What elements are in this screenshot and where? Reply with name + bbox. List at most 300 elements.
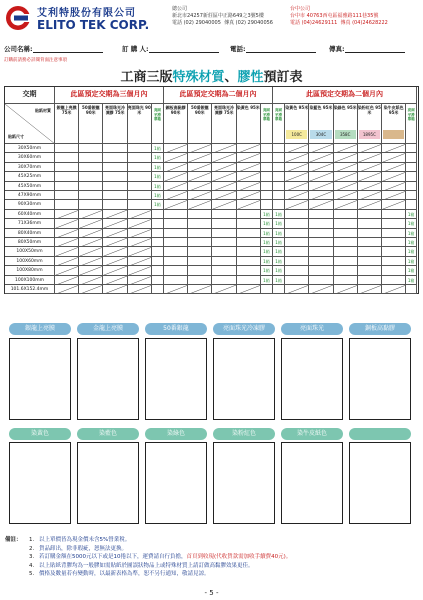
table-cell[interactable]: [261, 182, 273, 191]
table-cell[interactable]: [358, 276, 382, 285]
orderer-field[interactable]: [122, 44, 219, 53]
table-cell[interactable]: [188, 153, 212, 162]
table-cell[interactable]: [358, 257, 382, 266]
sample-box[interactable]: [9, 338, 71, 420]
table-cell[interactable]: [164, 285, 188, 294]
table-cell[interactable]: [237, 172, 261, 181]
table-cell[interactable]: [382, 200, 406, 209]
table-cell[interactable]: [128, 247, 152, 256]
table-cell[interactable]: [237, 257, 261, 266]
table-cell[interactable]: [358, 191, 382, 200]
table-cell[interactable]: [309, 238, 333, 247]
table-cell[interactable]: [334, 247, 358, 256]
table-cell[interactable]: [79, 257, 103, 266]
table-cell[interactable]: [309, 266, 333, 275]
table-cell[interactable]: 1箱: [406, 229, 417, 238]
hatch: [358, 172, 382, 181]
title-part-2: 特殊材質: [172, 70, 225, 85]
table-cell[interactable]: [164, 266, 188, 275]
table-cell[interactable]: [309, 144, 333, 153]
phone-field[interactable]: [230, 44, 316, 53]
table-cell[interactable]: [55, 182, 79, 191]
table-cell[interactable]: [164, 276, 188, 285]
table-cell[interactable]: 1箱: [406, 238, 417, 247]
table-cell[interactable]: [382, 163, 406, 172]
table-cell[interactable]: [212, 163, 236, 172]
table-cell[interactable]: [188, 266, 212, 275]
table-cell[interactable]: [309, 191, 333, 200]
table-cell[interactable]: [79, 200, 103, 209]
table-cell[interactable]: [128, 219, 152, 228]
table-cell[interactable]: [79, 144, 103, 153]
table-cell[interactable]: [79, 182, 103, 191]
table-cell[interactable]: 1箱: [273, 238, 285, 247]
table-cell[interactable]: [152, 210, 164, 219]
table-cell[interactable]: [237, 238, 261, 247]
table-cell[interactable]: [152, 285, 164, 294]
table-cell[interactable]: [273, 144, 285, 153]
table-cell[interactable]: [55, 210, 79, 219]
hatch: [382, 182, 406, 191]
table-cell[interactable]: [212, 153, 236, 162]
table-cell[interactable]: [152, 229, 164, 238]
table-cell[interactable]: [261, 163, 273, 172]
table-cell[interactable]: [79, 229, 103, 238]
table-cell[interactable]: [237, 285, 261, 294]
table-cell[interactable]: [188, 247, 212, 256]
table-cell[interactable]: 1箱: [406, 219, 417, 228]
table-cell[interactable]: [382, 210, 406, 219]
table-cell[interactable]: [334, 276, 358, 285]
table-cell[interactable]: [103, 144, 127, 153]
table-cell[interactable]: [128, 238, 152, 247]
hatch: [358, 144, 382, 153]
table-cell[interactable]: 1箱: [273, 229, 285, 238]
table-cell[interactable]: [309, 182, 333, 191]
table-cell[interactable]: [261, 153, 273, 162]
table-cell[interactable]: [103, 285, 127, 294]
table-cell[interactable]: [188, 229, 212, 238]
table-cell[interactable]: [128, 191, 152, 200]
table-cell[interactable]: [79, 285, 103, 294]
table-cell[interactable]: 1箱: [273, 210, 285, 219]
table-cell[interactable]: [334, 285, 358, 294]
table-cell[interactable]: [103, 229, 127, 238]
column-label: 50番銀龍 90米: [191, 105, 209, 115]
table-cell[interactable]: [358, 182, 382, 191]
table-cell[interactable]: [334, 238, 358, 247]
size-cell: 30X60mm: [5, 153, 55, 162]
sample-box[interactable]: [145, 338, 207, 420]
table-cell[interactable]: [128, 257, 152, 266]
table-cell[interactable]: [55, 144, 79, 153]
table-cell[interactable]: [164, 200, 188, 209]
table-cell[interactable]: [382, 247, 406, 256]
table-cell[interactable]: [55, 247, 79, 256]
table-cell[interactable]: [212, 182, 236, 191]
table-cell[interactable]: [382, 257, 406, 266]
table-cell[interactable]: [188, 257, 212, 266]
table-cell[interactable]: [358, 238, 382, 247]
table-cell[interactable]: [164, 210, 188, 219]
table-cell[interactable]: [309, 172, 333, 181]
table-cell[interactable]: [285, 257, 309, 266]
table-cell[interactable]: [334, 153, 358, 162]
table-cell[interactable]: [212, 219, 236, 228]
table-cell[interactable]: [285, 172, 309, 181]
table-cell[interactable]: [237, 229, 261, 238]
table-cell[interactable]: [237, 191, 261, 200]
table-cell[interactable]: [285, 229, 309, 238]
table-cell[interactable]: [358, 266, 382, 275]
table-cell[interactable]: [103, 219, 127, 228]
table-cell[interactable]: [188, 200, 212, 209]
table-cell[interactable]: [334, 172, 358, 181]
table-cell[interactable]: [164, 238, 188, 247]
sample-box[interactable]: [9, 442, 71, 524]
table-cell[interactable]: [79, 276, 103, 285]
table-cell[interactable]: [152, 266, 164, 275]
table-cell[interactable]: [164, 144, 188, 153]
table-cell[interactable]: [406, 191, 417, 200]
sample-box[interactable]: [349, 442, 411, 524]
table-cell[interactable]: [309, 276, 333, 285]
table-cell[interactable]: 1箱: [273, 266, 285, 275]
table-cell[interactable]: [55, 257, 79, 266]
table-cell[interactable]: [55, 153, 79, 162]
table-cell[interactable]: [261, 285, 273, 294]
table-cell[interactable]: [285, 285, 309, 294]
table-cell[interactable]: [79, 153, 103, 162]
table-cell[interactable]: [103, 266, 127, 275]
table-cell[interactable]: [261, 200, 273, 209]
table-cell[interactable]: 1箱: [406, 266, 417, 275]
table-cell[interactable]: [212, 257, 236, 266]
table-cell[interactable]: [358, 153, 382, 162]
table-cell[interactable]: [55, 200, 79, 209]
table-cell[interactable]: [128, 182, 152, 191]
table-cell[interactable]: 1箱: [261, 276, 273, 285]
table-cell[interactable]: [164, 163, 188, 172]
table-cell[interactable]: [237, 153, 261, 162]
table-cell[interactable]: [103, 153, 127, 162]
table-cell[interactable]: [103, 182, 127, 191]
hatch: [237, 153, 261, 162]
table-cell[interactable]: [212, 266, 236, 275]
table-cell[interactable]: [334, 200, 358, 209]
table-cell[interactable]: [128, 285, 152, 294]
table-cell[interactable]: [285, 191, 309, 200]
table-cell[interactable]: 1箱: [273, 219, 285, 228]
table-cell[interactable]: 1箱: [261, 210, 273, 219]
table-cell[interactable]: [188, 172, 212, 181]
table-cell[interactable]: [79, 266, 103, 275]
table-cell[interactable]: [358, 229, 382, 238]
table-cell[interactable]: [334, 163, 358, 172]
sample-box[interactable]: [281, 442, 343, 524]
table-cell[interactable]: [237, 163, 261, 172]
fax-field[interactable]: [329, 44, 405, 53]
table-cell[interactable]: 1箱: [152, 191, 164, 200]
table-cell[interactable]: [128, 229, 152, 238]
table-cell[interactable]: [128, 266, 152, 275]
table-cell[interactable]: [212, 276, 236, 285]
table-cell[interactable]: [103, 247, 127, 256]
table-cell[interactable]: [237, 266, 261, 275]
table-cell[interactable]: [285, 153, 309, 162]
table-cell[interactable]: [164, 219, 188, 228]
table-cell[interactable]: 1箱: [152, 153, 164, 162]
table-cell[interactable]: [164, 229, 188, 238]
table-cell[interactable]: 1箱: [406, 210, 417, 219]
table-cell[interactable]: [79, 210, 103, 219]
table-cell[interactable]: [285, 144, 309, 153]
table-cell[interactable]: [152, 219, 164, 228]
table-cell[interactable]: [382, 219, 406, 228]
table-cell[interactable]: [237, 200, 261, 209]
table-cell[interactable]: [309, 219, 333, 228]
table-cell[interactable]: [128, 200, 152, 209]
table-cell[interactable]: [212, 285, 236, 294]
table-cell[interactable]: [237, 144, 261, 153]
table-cell[interactable]: [237, 219, 261, 228]
table-cell[interactable]: [382, 172, 406, 181]
table-cell[interactable]: [128, 153, 152, 162]
table-cell[interactable]: 1箱: [261, 257, 273, 266]
table-cell[interactable]: [273, 285, 285, 294]
table-cell[interactable]: 1箱: [406, 247, 417, 256]
table-cell[interactable]: [212, 172, 236, 181]
table-cell[interactable]: [55, 219, 79, 228]
table-cell[interactable]: [212, 247, 236, 256]
table-cell[interactable]: [152, 238, 164, 247]
table-cell[interactable]: [103, 163, 127, 172]
table-cell[interactable]: [55, 238, 79, 247]
table-cell[interactable]: [79, 191, 103, 200]
table-cell[interactable]: [285, 182, 309, 191]
note-text-main: 價格及數量若有變動時，以最新表格為準，恕不另行通知，敬請見諒。: [39, 571, 210, 577]
hatch: [128, 238, 152, 247]
table-cell[interactable]: 1箱: [152, 163, 164, 172]
table-cell[interactable]: [103, 172, 127, 181]
table-cell[interactable]: [188, 210, 212, 219]
table-cell[interactable]: [382, 276, 406, 285]
table-cell[interactable]: [55, 172, 79, 181]
table-cell[interactable]: [273, 200, 285, 209]
table-cell[interactable]: 1箱: [152, 144, 164, 153]
table-cell[interactable]: [55, 229, 79, 238]
table-cell[interactable]: [406, 163, 417, 172]
table-cell[interactable]: [79, 219, 103, 228]
table-cell[interactable]: [55, 276, 79, 285]
table-cell[interactable]: 1箱: [261, 266, 273, 275]
table-cell[interactable]: [55, 266, 79, 275]
table-cell[interactable]: [188, 276, 212, 285]
table-cell[interactable]: 1箱: [273, 257, 285, 266]
table-cell[interactable]: 1箱: [406, 257, 417, 266]
table-cell[interactable]: [309, 247, 333, 256]
table-cell[interactable]: [285, 200, 309, 209]
table-cell[interactable]: [382, 182, 406, 191]
table-cell[interactable]: [334, 210, 358, 219]
table-cell[interactable]: [152, 276, 164, 285]
table-cell[interactable]: [188, 219, 212, 228]
table-cell[interactable]: [261, 172, 273, 181]
table-cell[interactable]: [212, 191, 236, 200]
table-cell[interactable]: [358, 200, 382, 209]
table-cell[interactable]: 1箱: [261, 229, 273, 238]
table-cell[interactable]: 1箱: [406, 276, 417, 285]
table-cell[interactable]: [212, 210, 236, 219]
table-cell[interactable]: [188, 182, 212, 191]
table-cell[interactable]: [285, 276, 309, 285]
table-cell[interactable]: [273, 172, 285, 181]
table-cell[interactable]: [212, 144, 236, 153]
table-cell[interactable]: [382, 266, 406, 275]
table-cell[interactable]: [128, 276, 152, 285]
sample-box[interactable]: [213, 338, 275, 420]
table-cell[interactable]: [103, 276, 127, 285]
table-cell[interactable]: [103, 200, 127, 209]
table-cell[interactable]: [406, 144, 417, 153]
table-cell[interactable]: [273, 163, 285, 172]
table-cell[interactable]: [406, 200, 417, 209]
table-cell[interactable]: [285, 163, 309, 172]
table-cell[interactable]: 1箱: [152, 172, 164, 181]
table-cell[interactable]: [55, 191, 79, 200]
table-cell[interactable]: [273, 191, 285, 200]
table-cell[interactable]: [309, 257, 333, 266]
sample-box[interactable]: [349, 338, 411, 420]
table-cell[interactable]: [188, 285, 212, 294]
table-cell[interactable]: [128, 144, 152, 153]
table-cell[interactable]: [406, 172, 417, 181]
table-cell[interactable]: [334, 266, 358, 275]
table-cell[interactable]: [128, 172, 152, 181]
table-cell[interactable]: [237, 182, 261, 191]
table-cell[interactable]: [285, 219, 309, 228]
table-cell[interactable]: [164, 182, 188, 191]
table-cell[interactable]: 1箱: [261, 238, 273, 247]
table-cell[interactable]: 1箱: [152, 200, 164, 209]
table-cell[interactable]: [309, 200, 333, 209]
table-cell[interactable]: [358, 172, 382, 181]
table-cell[interactable]: [273, 182, 285, 191]
table-cell[interactable]: [334, 229, 358, 238]
table-cell[interactable]: [79, 163, 103, 172]
table-cell[interactable]: 1箱: [261, 219, 273, 228]
table-cell[interactable]: [261, 191, 273, 200]
table-cell[interactable]: [128, 163, 152, 172]
table-cell[interactable]: [334, 257, 358, 266]
table-cell[interactable]: [128, 210, 152, 219]
table-cell[interactable]: [164, 191, 188, 200]
table-cell[interactable]: [285, 247, 309, 256]
table-cell[interactable]: [164, 257, 188, 266]
table-cell[interactable]: [212, 229, 236, 238]
sample-label: 染藍色: [77, 428, 139, 440]
table-cell[interactable]: [237, 276, 261, 285]
table-cell[interactable]: [334, 191, 358, 200]
table-cell[interactable]: [103, 238, 127, 247]
table-cell[interactable]: [152, 247, 164, 256]
table-cell[interactable]: [103, 257, 127, 266]
table-cell[interactable]: [79, 238, 103, 247]
table-cell[interactable]: [285, 266, 309, 275]
table-cell[interactable]: [273, 153, 285, 162]
table-cell[interactable]: [285, 238, 309, 247]
table-cell[interactable]: [382, 229, 406, 238]
table-cell[interactable]: [164, 153, 188, 162]
table-cell[interactable]: [285, 210, 309, 219]
table-cell[interactable]: [382, 285, 406, 294]
table-cell[interactable]: [55, 163, 79, 172]
sample-box[interactable]: [281, 338, 343, 420]
table-cell[interactable]: [188, 191, 212, 200]
table-cell[interactable]: [334, 144, 358, 153]
table-cell[interactable]: [212, 238, 236, 247]
table-cell[interactable]: [309, 229, 333, 238]
table-cell[interactable]: [309, 163, 333, 172]
table-cell[interactable]: [358, 210, 382, 219]
table-cell[interactable]: [334, 219, 358, 228]
table-cell[interactable]: [382, 153, 406, 162]
table-cell[interactable]: [406, 182, 417, 191]
company-field[interactable]: [4, 44, 103, 53]
sample-box[interactable]: [213, 442, 275, 524]
sample-box[interactable]: [77, 442, 139, 524]
table-cell[interactable]: [261, 144, 273, 153]
table-cell[interactable]: 1箱: [273, 247, 285, 256]
table-cell[interactable]: [188, 144, 212, 153]
table-cell[interactable]: 1箱: [273, 276, 285, 285]
table-cell[interactable]: [382, 144, 406, 153]
sample-box[interactable]: [145, 442, 207, 524]
table-cell[interactable]: [188, 238, 212, 247]
table-cell[interactable]: 1箱: [152, 182, 164, 191]
table-cell[interactable]: [79, 247, 103, 256]
table-cell[interactable]: [164, 172, 188, 181]
size-cell: 71X36mm: [5, 219, 55, 228]
table-cell[interactable]: [406, 285, 417, 294]
sample-box[interactable]: [77, 338, 139, 420]
table-cell[interactable]: [358, 247, 382, 256]
table-cell[interactable]: [382, 238, 406, 247]
table-cell[interactable]: [212, 200, 236, 209]
table-cell[interactable]: [358, 144, 382, 153]
table-cell[interactable]: [334, 182, 358, 191]
table-cell[interactable]: [237, 247, 261, 256]
table-cell[interactable]: [382, 191, 406, 200]
table-cell[interactable]: [152, 257, 164, 266]
table-cell[interactable]: [237, 210, 261, 219]
table-cell[interactable]: [358, 163, 382, 172]
table-cell[interactable]: [309, 285, 333, 294]
table-cell[interactable]: [358, 285, 382, 294]
table-cell[interactable]: [309, 153, 333, 162]
table-cell[interactable]: [309, 210, 333, 219]
table-cell[interactable]: [406, 153, 417, 162]
table-cell[interactable]: [164, 247, 188, 256]
table-cell[interactable]: [188, 163, 212, 172]
table-cell[interactable]: [358, 219, 382, 228]
table-cell[interactable]: [55, 285, 79, 294]
table-cell[interactable]: [103, 210, 127, 219]
table-cell[interactable]: 1箱: [261, 247, 273, 256]
note-text-main: 貨品卸出，除非瑕疵，恕無法更換。: [39, 545, 128, 552]
table-cell[interactable]: [103, 191, 127, 200]
table-cell[interactable]: [79, 172, 103, 181]
